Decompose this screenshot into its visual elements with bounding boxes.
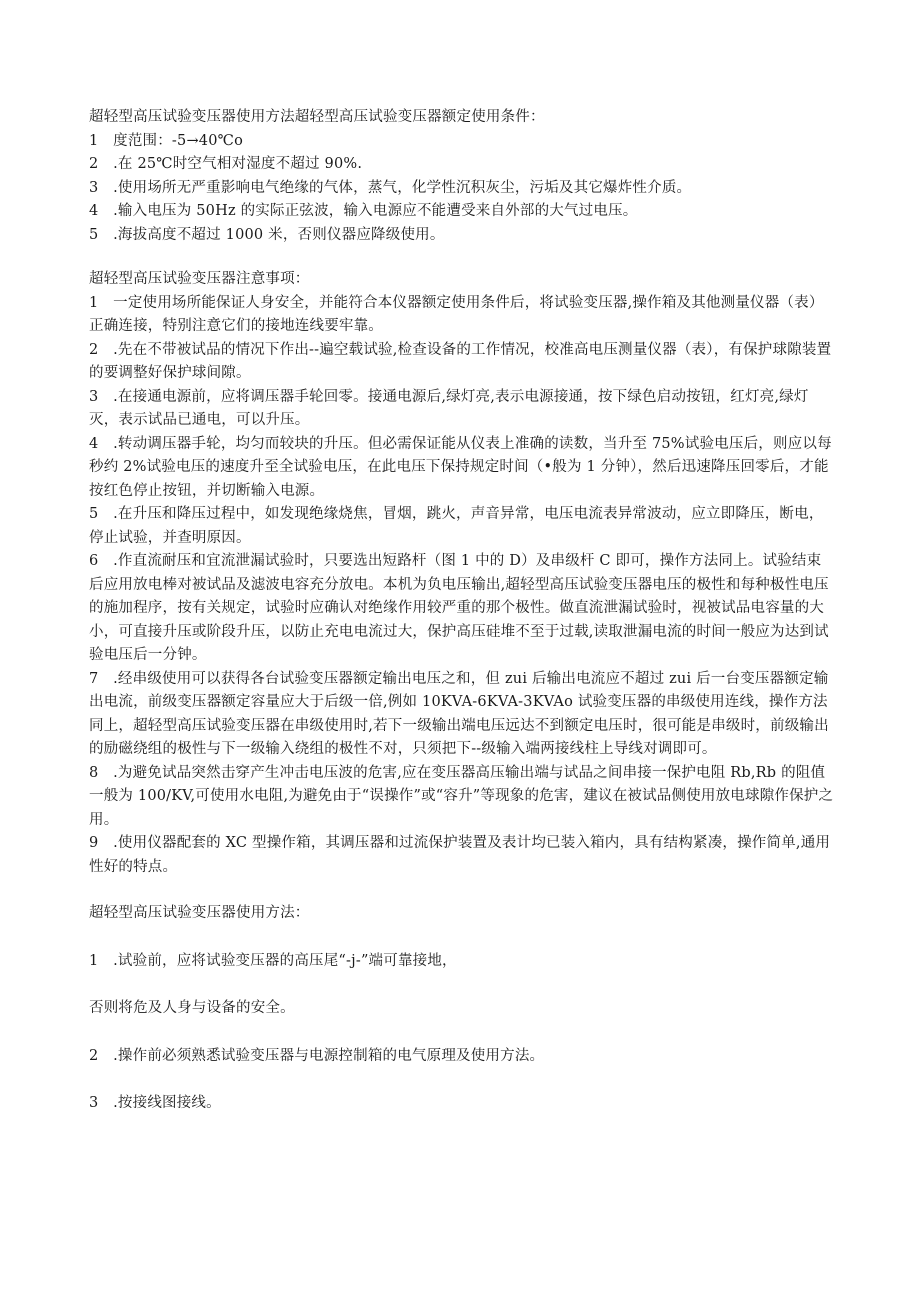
precaution-item-5: 5 .在升压和降压过程中，如发现绝缘烧焦，冒烟，跳火，声音异常，电压电流表异常波动，应立即降压，断电，停止试验，并查明原因。 <box>89 506 824 546</box>
section-heading-usage: 超轻型高压试验变压器使用方法： <box>89 905 310 921</box>
usage-item-3: 3 .按接线图接线。 <box>89 1095 221 1111</box>
condition-item-3: 3 .使用场所无严重影响电气绝缘的气体，蒸气，化学性沉积灰尘，污垢及其它爆炸性介质。 <box>89 179 692 196</box>
section-heading-precautions: 超轻型高压试验变压器注意事项： <box>89 271 310 287</box>
document-page <box>89 106 834 1116</box>
section-spacer <box>89 879 834 902</box>
condition-item-1: 1 度范围：-5→40℃o <box>89 132 243 149</box>
precaution-item-6: 6 .作直流耐压和宜流泄漏试验时，只要选出短路杆（图 1 中的 D）及串级杆 C 即可，操作方法同上。试验结束后应用放电棒对被试品及滤波电容充分放电。本机为负电压输出,超轻型高压试验变压器电压的极性和每种极性电压的施加程序，按有关规定，试验时应确认对绝缘作用较严重的那个极性。做直流泄漏试验时，视被试品电容量的大小，可直接升压或阶段升压，以防止充电电流过大，保护高压硅堆不至于过载,读取泄漏电流的时间一般应为达到试验电压后一分钟。 <box>89 553 829 663</box>
precaution-item-4: 4 .转动调压器手轮，均匀而较块的升压。但必需保证能从仪表上准确的读数，当升至 75%试验电压后，则应以每秒约 2%试验电压的速度升至全试验电压，在此电压下保持规定时间（•般为 1 分钟），然后迅速降压回零后，才能按红色停止按钮，并切断输入电源。 <box>89 435 832 499</box>
condition-item-2: 2 .在 25℃时空气相对湿度不超过 90%. <box>89 156 363 172</box>
precaution-item-7: 7 .经串级使用可以获得各台试验变压器额定输出电压之和，但 zui 后输出电流应不超过 zui 后一台变压器额定输出电流，前级变压器额定容量应大于后级一倍,例如 10KVA-6KVA-3KVAo 试验变压器的串级使用连线，操作方法同上，超轻型高压试验变压器在串级使用时,若下一级输出端电压远达不到额定电压时，很可能是串级时，前级输出的励磁绕组的极性与下一级输入绕组的极性不对，只须把下--级输入端两接线柱上导线对调即可。 <box>89 670 829 757</box>
usage-item-2: 2 .操作前必须熟悉试验变压器与电源控制箱的电气原理及使用方法。 <box>89 1047 545 1064</box>
precaution-item-9: 9 .使用仪器配套的 XC 型操作箱，其调压器和过流保护装置及表计均已装入箱内，具有结构紧凑，操作简单,通用性好的特点。 <box>89 835 831 875</box>
usage-item-1-continued: 否则将危及人身与设备的安全。 <box>89 1000 295 1016</box>
precaution-item-2: 2 .先在不带被试品的情况下作出--遍空载试验,检查设备的工作情况，校准高电压测量仪器（表），有保护球隙装置的要调整好保护球间隙。 <box>89 341 832 381</box>
section-spacer <box>89 247 834 268</box>
precaution-item-8: 8 .为避免试品突然击穿产生冲击电压波的危害,应在变压器高压输出端与试品之间串接一保护电阻 Rb,Rb 的阻值一般为 100/KV,可使用水电阻,为避免由于“误操作”或“容升”等现象的危害，建议在被试品侧使用放电球隙作保护之用。 <box>89 764 834 828</box>
precaution-item-3: 3 .在接通电源前，应将调压器手轮回零。接通电源后,绿灯亮,表示电源接通，按下绿色启动按钮，红灯亮,绿灯灭，表示试品已通电，可以升压。 <box>89 388 809 428</box>
usage-item-1: 1 .试验前，应将试验变压器的高压尾“-j-”端可靠接地， <box>89 952 457 969</box>
condition-item-5: 5 .海拔高度不超过 1000 米，否则仪器应降级使用。 <box>89 226 445 243</box>
precaution-item-1: 1 一定使用场所能保证人身安全，并能符合本仪器额定使用条件后，将试验变压器,操作箱及其他测量仪器（表）正确连接，特别注意它们的接地连线要牢靠。 <box>89 294 824 334</box>
condition-item-4: 4 .输入电压为 50Hz 的实际正弦波，输入电源应不能遭受来自外部的大气过电压。 <box>89 203 638 219</box>
section-heading-conditions: 超轻型高压试验变压器使用方法超轻型高压试验变压器额定使用条件： <box>89 109 545 125</box>
